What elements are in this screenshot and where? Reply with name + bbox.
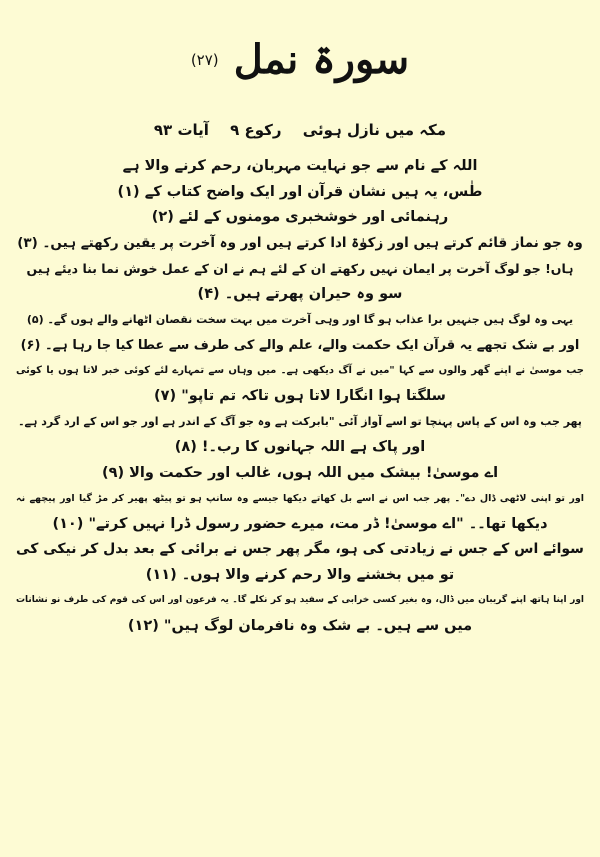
text-line: جب موسیٰ نے اپنے گھر والوں سے کہا "میں نے آگ دیکھی ہے۔ میں وہاں سے تمہارے لئے کوئی خبر لاتا ہوں یا کوئی	[16, 365, 584, 377]
ruku-count: رکوع ۹	[230, 121, 282, 139]
text-line: سوائے اس کے جس نے زیادتی کی ہو، مگر پھر جس نے برائی کے بعد بدل کر نیکی کی	[16, 541, 584, 558]
surah-number: (۲۷)	[190, 51, 219, 69]
text-line: ہاں! جو لوگ آخرت پر ایمان نہیں رکھتے ان کے لئے ہم نے ان کے عمل خوش نما بنا دیئے ہیں	[26, 261, 574, 277]
ayat-count: آیات ۹۳	[153, 121, 209, 139]
surah-header	[0, 30, 600, 90]
text-line: اور اپنا ہاتھ اپنے گریبان میں ڈال، وہ بغیر کسی خرابی کے سفید ہو کر نکلے گا۔ یہ فرعون اور اس کی قوم کی طرف نو نشانات	[16, 595, 584, 606]
text-line: تو میں بخشنے والا رحم کرنے والا ہوں۔ (۱۱)	[145, 566, 455, 583]
text-line: طٰس، یہ ہیں نشان قرآن اور ایک واضح کتاب کے (۱)	[117, 183, 483, 200]
text-line: اللہ کے نام سے جو نہایت مہربان، رحم کرنے والا ہے	[122, 158, 478, 174]
text-line: دیکھا تھا۔۔ "اے موسیٰ! ڈر مت، میرے حضور رسول ڈرا نہیں کرتے" (۱۰)	[52, 515, 548, 532]
text-line: سلگتا ہوا انگارا لاتا ہوں تاکہ تم تاپو" (۷)	[154, 387, 446, 404]
text-line: پھر جب وہ اس کے پاس پہنچا تو اسے آواز آئی "بابرکت ہے وہ جو آگ کے اندر ہے اور جو اس کے ارد گرد ہے۔	[18, 415, 582, 429]
text-line: میں سے ہیں۔ بے شک وہ نافرمان لوگ ہیں" (۱۲)	[127, 617, 473, 634]
surah-meta	[0, 118, 600, 142]
surah-title: سورۃ نمل	[233, 36, 410, 83]
text-line: سو وہ حیران پھرتے ہیں۔ (۴)	[197, 285, 403, 302]
text-line: یہی وہ لوگ ہیں جنہیں برا عذاب ہو گا اور وہی آخرت میں بہت سخت نقصان اٹھانے والے ہوں گے۔ (۵)	[26, 313, 574, 327]
revelation-place: مکہ میں نازل ہوئی	[302, 121, 447, 139]
text-line: اور پاک ہے اللہ جہانوں کا رب۔! (۸)	[174, 439, 426, 456]
text-line: وہ جو نماز قائم کرتے ہیں اور زکوٰۃ ادا کرتے ہیں اور وہ آخرت پر یقین رکھتے ہیں۔ (۳)	[17, 234, 583, 251]
text-line: اور بے شک تجھے یہ قرآن ایک حکمت والے، علم والے کی طرف سے عطا کیا جا رہا ہے۔ (۶)	[20, 337, 580, 353]
translation-text	[16, 154, 584, 639]
text-line: اور تو اپنی لاٹھی ڈال دے"۔ پھر جب اس نے اسے بل کھاتے دیکھا جیسے وہ سانپ ہو تو پیٹھ پھیر کر مڑ گیا اور پیچھے نہ	[16, 493, 584, 505]
text-line: اے موسیٰ! بیشک میں اللہ ہوں، غالب اور حکمت والا (۹)	[101, 464, 499, 481]
text-line: رہنمائی اور خوشخبری مومنوں کے لئے (۲)	[151, 209, 449, 226]
